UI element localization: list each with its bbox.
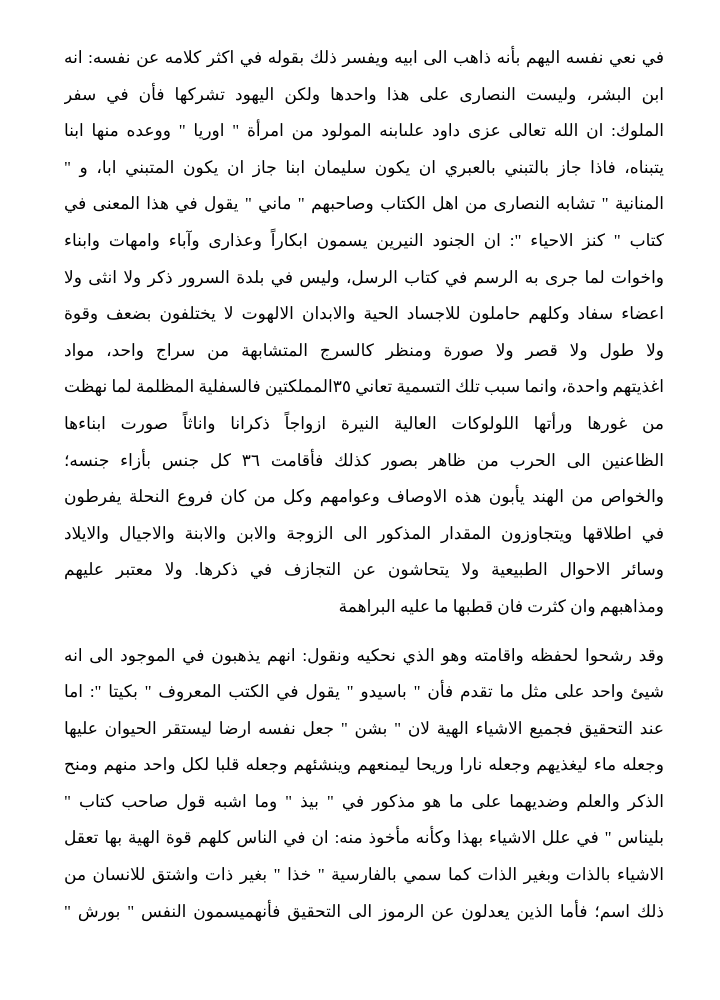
text-line: في نعي نفسه اليهم بأنه ذاهب الى ابيه ويفسر ذلك بقوله في اكثر كلامه عن نفسه: انه: [64, 48, 664, 67]
text-line: الملوك: ان الله تعالى عزى داود علىابنه المولود من امرأة " اوريا " ووعده منها ابنا: [64, 121, 664, 141]
text-line: الظاعنين الى الحرب من ظاهر بصور كذلك فأقامت ٣٦ كل جنس بأزاء جنسه؛: [64, 450, 664, 470]
text-line: الذكر والعلم وضديهما على ما هو مذكور في " بيذ " وما اشبه قول صاحب كتاب ": [64, 791, 664, 811]
text-line: ولا طول ولا قصر ولا صورة ومنظر كالسرج المتشابهة من سراج واحد، مواد: [64, 340, 664, 360]
text-line: وقد رشحوا لحفظه واقامته وهو الذي نحكيه ونقول: انهم يذهبون في الموجود الى انه: [64, 645, 664, 665]
text-line: يتبناه، فاذا جاز بالتبني بالعبري ان يكون سليمان ابنا جاز ان يكون المتبني ابا، و ": [64, 157, 664, 177]
paragraph-gap: [64, 626, 664, 638]
text-line: من غورها ورأتها اللولوكات العالية النيرة ازواجاً ذكرانا واناثاً صورت ابناءها: [64, 413, 664, 433]
text-line: ذلك اسم؛ فأما الذين يعدلون عن الرموز الى التحقيق فأنهميسمون النفس " بورش ": [64, 901, 664, 921]
text-line: ابن البشر، وليست النصارى على هذا واحدها ولكن اليهود تشركها فأن في سفر: [64, 84, 664, 104]
text-line: الاشياء بالذات وبغير الذات كما سمي بالفارسية " خذا " بغير ذات واشتق للانسان من: [64, 865, 664, 885]
text-line: والخواص من الهند يأبون هذه الاوصاف وعوامهم وكل من كان فروع النحلة يفرطون: [64, 487, 664, 507]
text-line: وجعله ماء ليغذيهم وجعله نارا وريحا ليمنعهم وينشئهم وجعله قلبا لكل واحد منهم ومنح: [64, 755, 664, 775]
paragraph-2: [64, 638, 664, 931]
text-line: في اطلاقها ويتجاوزون المقدار المذكور الى الزوجة والابن والابنة والاجيال والايلاد: [64, 523, 664, 543]
text-line: واخوات لما جرى به الرسم في كتاب الرسل، وليس في بلدة السرور ذكر ولا انثى ولا: [64, 267, 664, 287]
text-line: شيئ واحد على مثل ما تقدم فأن " باسيدو " يقول في الكتب المعروف " بكيتا ": اما: [64, 682, 664, 702]
text-line: كتاب " كنز الاحياء ": ان الجنود النيرين يسمون ابكاراً وعذارى وآباء وامهات وابناء: [64, 230, 664, 250]
text-line: وسائر الاحوال الطبيعية ولا يتحاشون عن التجازف في ذكرها. ولا معتبر عليهم: [64, 560, 664, 580]
text-line: عند التحقيق فجميع الاشياء الهية لان " بشن " جعل نفسه ارضا ليستقر الحيوان عليها: [64, 718, 664, 738]
paragraph-1: [64, 40, 664, 626]
text-line: اعضاء سفاد وكلهم حاملون للاجساد الحية والابدان الالهوت لا يختلفون بضعف وقوة: [64, 304, 664, 324]
text-line: المنانية " تشابه النصارى من اهل الكتاب وصاحبهم " ماني " يقول في هذا المعنى في: [64, 194, 664, 214]
document-page: [64, 40, 664, 930]
text-line: ومذاهبهم وان كثرت فان قطبها ما عليه البراهمة: [338, 596, 664, 616]
text-line: اغذيتهم واحدة، وانما سبب تلك التسمية تعاني ٣٥المملكتين فالسفلية المظلمة لما نهظت: [64, 377, 664, 397]
text-line: بلیناس " في علل الاشياء بهذا وكأنه مأخوذ منه: ان في الناس كلهم قوة الهية بها تعقل: [64, 828, 664, 848]
